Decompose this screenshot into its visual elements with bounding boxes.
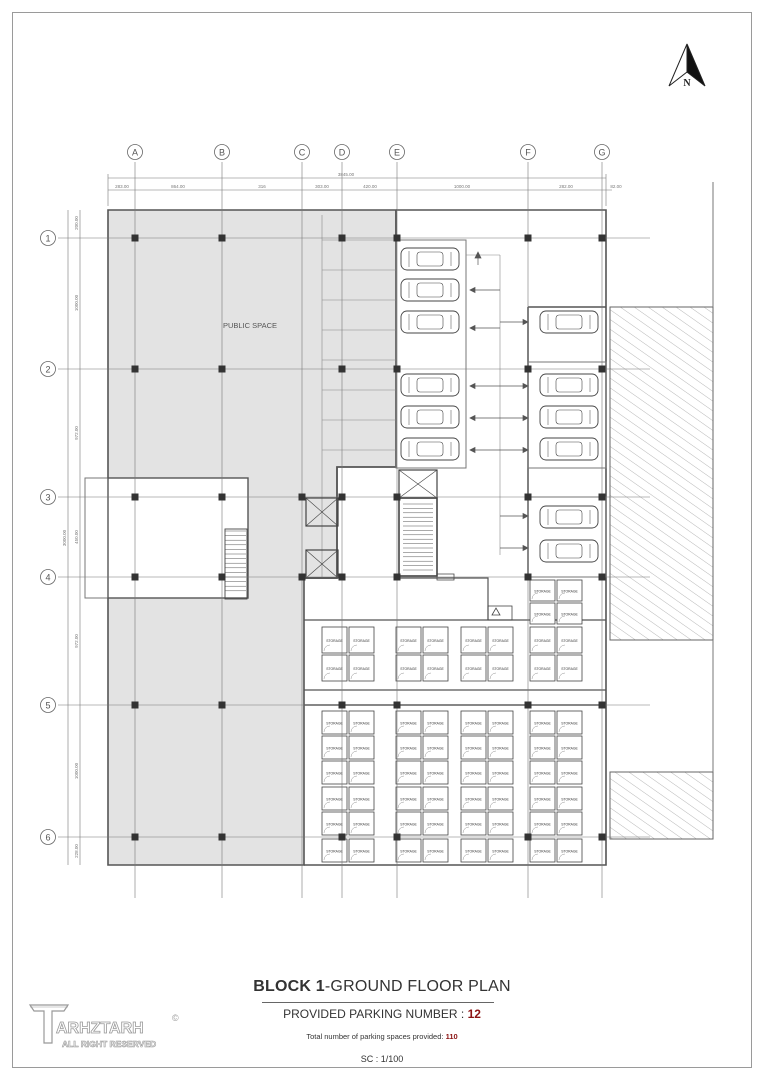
storage-label: STORAGE (400, 667, 417, 671)
storage-label: STORAGE (534, 771, 551, 776)
storage-unit (557, 627, 582, 653)
hatched-exterior (610, 182, 713, 839)
storage-label: STORAGE (534, 667, 551, 671)
grid-row-bubble (41, 830, 56, 845)
storage-unit (396, 627, 421, 653)
column-square (525, 834, 532, 841)
public-space-label: PUBLIC SPACE (222, 321, 278, 330)
storage-unit (461, 839, 486, 862)
column-square (132, 834, 139, 841)
storage-label: STORAGE (465, 849, 482, 854)
storage-label: STORAGE (400, 822, 417, 827)
column-square (339, 574, 346, 581)
column-square (339, 702, 346, 709)
column-square (219, 494, 226, 501)
column-square (219, 366, 226, 373)
column-square (132, 494, 139, 501)
dim-left-overall: 3000.00 (62, 529, 67, 547)
grid-row-label: 4 (45, 572, 51, 583)
dim-top-overall: 3845.00 (337, 172, 355, 177)
storage-unit (322, 812, 347, 835)
dim-top-segment: 282.00 (559, 184, 573, 189)
parking-cars (401, 248, 598, 562)
storage-unit (349, 787, 374, 810)
storage-unit (530, 787, 555, 810)
storage-label: STORAGE (465, 771, 482, 776)
column-square (599, 235, 606, 242)
grid-row-label: 1 (45, 233, 51, 244)
car-icon (540, 311, 598, 333)
storage-unit (488, 761, 513, 784)
storage-unit (530, 812, 555, 835)
storage-unit (396, 655, 421, 681)
storage-label: STORAGE (465, 667, 482, 671)
storage-unit (349, 627, 374, 653)
storage-unit (322, 787, 347, 810)
dim-top-segment: 303.00 (315, 184, 329, 189)
storage-unit (530, 711, 555, 734)
storage-label: STORAGE (353, 822, 370, 827)
column-square (525, 574, 532, 581)
block-name: BLOCK 1 (253, 978, 325, 995)
storage-label: STORAGE (326, 639, 343, 643)
storage-label: STORAGE (492, 639, 509, 643)
storage-label: STORAGE (326, 771, 343, 776)
storage-unit (488, 812, 513, 835)
storage-label: STORAGE (465, 746, 482, 751)
column-square (599, 834, 606, 841)
storage-unit (396, 711, 421, 734)
column-square (394, 574, 401, 581)
grid-column-label: C (298, 147, 306, 158)
storage-label: STORAGE (561, 589, 578, 594)
column-square (299, 574, 306, 581)
storage-label: STORAGE (326, 797, 343, 802)
grid-column-bubble (390, 145, 405, 160)
storage-unit (349, 839, 374, 862)
column-square (599, 574, 606, 581)
storage-unit (396, 839, 421, 862)
grid-row-bubble (41, 698, 56, 713)
parking-value: 12 (467, 1007, 481, 1021)
storage-unit (557, 787, 582, 810)
storage-label: STORAGE (400, 797, 417, 802)
column-square (339, 366, 346, 373)
plan-name: -GROUND FLOOR PLAN (324, 978, 511, 995)
storage-unit (423, 812, 448, 835)
storage-label: STORAGE (326, 746, 343, 751)
title-underline (262, 1002, 494, 1003)
dim-top-segment: 420.00 (363, 184, 377, 189)
column-square (132, 366, 139, 373)
storage-label: STORAGE (561, 721, 578, 726)
storage-label: STORAGE (400, 849, 417, 854)
dim-left-segment: 450.00 (74, 530, 79, 544)
storage-label: STORAGE (465, 721, 482, 726)
column-square (599, 494, 606, 501)
storage-label: STORAGE (465, 822, 482, 827)
storage-unit (461, 787, 486, 810)
storage-label: STORAGE (534, 822, 551, 827)
car-icon (401, 406, 459, 428)
storage-label: STORAGE (427, 849, 444, 854)
storage-label: STORAGE (561, 746, 578, 751)
storage-unit (423, 711, 448, 734)
grid-row-label: 5 (45, 700, 51, 711)
storage-label: STORAGE (492, 849, 509, 854)
storage-unit (396, 761, 421, 784)
storage-unit (488, 839, 513, 862)
storage-unit (557, 603, 582, 624)
grid-column-label: F (525, 147, 531, 158)
storage-label: STORAGE (534, 721, 551, 726)
column-square (339, 834, 346, 841)
storage-unit (557, 711, 582, 734)
grid-row-bubble (41, 231, 56, 246)
storage-label: STORAGE (427, 797, 444, 802)
dim-left-segment: 200.00 (74, 216, 79, 230)
storage-unit (557, 655, 582, 681)
storage-label: STORAGE (353, 849, 370, 854)
storage-unit (488, 787, 513, 810)
storage-unit (423, 787, 448, 810)
column-square (394, 235, 401, 242)
storage-unit (349, 736, 374, 759)
storage-label: STORAGE (427, 746, 444, 751)
column-square (525, 494, 532, 501)
storage-label: STORAGE (561, 822, 578, 827)
storage-unit (322, 655, 347, 681)
grid-column-bubble (128, 145, 143, 160)
north-arrow-icon (669, 44, 705, 89)
storage-label: STORAGE (561, 797, 578, 802)
logo-rights: ALL RIGHT RESERVED (62, 1039, 157, 1049)
column-square (339, 494, 346, 501)
storage-label: STORAGE (353, 797, 370, 802)
column-square (394, 702, 401, 709)
storage-label: STORAGE (353, 721, 370, 726)
storage-label: STORAGE (465, 639, 482, 643)
storage-unit (322, 711, 347, 734)
column-square (599, 702, 606, 709)
storage-label: STORAGE (326, 849, 343, 854)
storage-unit (322, 736, 347, 759)
storage-label: STORAGE (326, 721, 343, 726)
column-square (599, 366, 606, 373)
storage-label: STORAGE (326, 667, 343, 671)
storage-label: STORAGE (561, 849, 578, 854)
storage-label: STORAGE (492, 822, 509, 827)
car-icon (401, 311, 459, 333)
column-square (219, 574, 226, 581)
storage-label: STORAGE (534, 797, 551, 802)
storage-label: STORAGE (561, 667, 578, 671)
logo-mark: © (172, 1013, 179, 1023)
storage-label: STORAGE (534, 639, 551, 643)
storage-unit (461, 812, 486, 835)
grid-row-label: 6 (45, 832, 51, 843)
grid-column-label: D (338, 147, 346, 158)
storage-unit (349, 761, 374, 784)
storage-label: STORAGE (465, 797, 482, 802)
storage-unit (488, 711, 513, 734)
storage-unit (530, 627, 555, 653)
grid-column-bubble (295, 145, 310, 160)
dim-left-segment: 1000.00 (74, 294, 79, 312)
storage-unit (423, 761, 448, 784)
column-square (394, 366, 401, 373)
grid-column-bubble (595, 145, 610, 160)
column-square (219, 834, 226, 841)
dim-top-segment: 283.00 (115, 184, 129, 189)
storage-label: STORAGE (353, 771, 370, 776)
storage-unit (423, 627, 448, 653)
dim-top-segment: 1000.00 (453, 184, 471, 189)
storage-unit (461, 736, 486, 759)
column-square (394, 494, 401, 501)
storage-label: STORAGE (400, 746, 417, 751)
column-square (525, 702, 532, 709)
storage-label: STORAGE (353, 667, 370, 671)
storage-unit (530, 736, 555, 759)
storage-label: STORAGE (427, 721, 444, 726)
column-square (132, 702, 139, 709)
grid-row-bubble (41, 570, 56, 585)
storage-unit (349, 655, 374, 681)
storage-label: STORAGE (400, 721, 417, 726)
storage-unit (461, 627, 486, 653)
column-square (132, 574, 139, 581)
total-value: 110 (445, 1032, 458, 1041)
grid-column-bubble (521, 145, 536, 160)
car-icon (401, 374, 459, 396)
storage-unit (322, 839, 347, 862)
grid-column-label: G (598, 147, 606, 158)
column-square (525, 235, 532, 242)
grid-column-bubble (215, 145, 230, 160)
parking-arrows (470, 252, 528, 551)
total-label: Total number of parking spaces provided: (306, 1032, 446, 1041)
dim-left-segment: 228.00 (74, 844, 79, 858)
storage-label: STORAGE (400, 639, 417, 643)
storage-unit (322, 761, 347, 784)
column-square (339, 235, 346, 242)
storage-label: STORAGE (353, 639, 370, 643)
car-icon (540, 540, 598, 562)
storage-label: STORAGE (492, 771, 509, 776)
storage-label: STORAGE (427, 667, 444, 671)
scale-label: SC : 1/100 (360, 1054, 404, 1064)
dim-left-segment: 972.00 (74, 426, 79, 440)
storage-unit (557, 736, 582, 759)
storage-unit (423, 839, 448, 862)
storage-unit (557, 812, 582, 835)
storage-label: STORAGE (492, 797, 509, 802)
column-square (525, 366, 532, 373)
storage-unit (461, 711, 486, 734)
storage-label: STORAGE (534, 849, 551, 854)
storage-unit (349, 812, 374, 835)
storage-unit (530, 603, 555, 624)
grid-row-bubble (41, 362, 56, 377)
car-icon (540, 438, 598, 460)
car-icon (401, 279, 459, 301)
storage-unit (530, 655, 555, 681)
storage-label: STORAGE (534, 746, 551, 751)
car-icon (540, 374, 598, 396)
storage-label: STORAGE (561, 771, 578, 776)
storage-label: STORAGE (492, 746, 509, 751)
row-grid-labels (41, 231, 56, 845)
storage-label: STORAGE (400, 771, 417, 776)
storage-units (322, 580, 582, 862)
storage-unit (557, 761, 582, 784)
grid-column-bubble (335, 145, 350, 160)
storage-unit (396, 736, 421, 759)
storage-unit (461, 655, 486, 681)
company-logo (28, 1003, 188, 1055)
storage-label: STORAGE (427, 639, 444, 643)
grid-column-label: B (218, 147, 226, 158)
storage-unit (488, 655, 513, 681)
car-icon (401, 248, 459, 270)
grid-row-bubble (41, 490, 56, 505)
column-grid-labels (128, 145, 610, 160)
parking-label: PROVIDED PARKING NUMBER : (283, 1007, 468, 1021)
column-square (394, 834, 401, 841)
storage-unit (530, 580, 555, 601)
storage-label: STORAGE (326, 822, 343, 827)
storage-label: STORAGE (427, 771, 444, 776)
dim-top-segment: 82.00 (610, 184, 622, 189)
column-square (219, 702, 226, 709)
storage-unit (349, 711, 374, 734)
grid-row-label: 2 (45, 364, 51, 375)
dim-top-segment: 316 (258, 184, 266, 189)
storage-label: STORAGE (353, 746, 370, 751)
dim-top-segment: 864.00 (171, 184, 185, 189)
column-square (132, 235, 139, 242)
storage-label: STORAGE (492, 667, 509, 671)
storage-unit (423, 736, 448, 759)
dim-left-segment: 1000.00 (74, 762, 79, 780)
drawing-title (0, 978, 764, 996)
storage-label: STORAGE (534, 589, 551, 594)
grid-column-label: A (131, 147, 139, 158)
grid-row-label: 3 (45, 492, 51, 503)
car-icon (401, 438, 459, 460)
storage-unit (322, 627, 347, 653)
logo-name: ARHZTARH (56, 1020, 144, 1037)
storage-label: STORAGE (561, 612, 578, 617)
storage-unit (557, 839, 582, 862)
storage-unit (423, 655, 448, 681)
storage-unit (461, 761, 486, 784)
car-icon (540, 506, 598, 528)
car-icon (540, 406, 598, 428)
storage-unit (396, 812, 421, 835)
storage-unit (557, 580, 582, 601)
storage-label: STORAGE (427, 822, 444, 827)
storage-unit (488, 627, 513, 653)
storage-label: STORAGE (561, 639, 578, 643)
storage-unit (530, 839, 555, 862)
column-square (299, 494, 306, 501)
storage-unit (488, 736, 513, 759)
storage-unit (530, 761, 555, 784)
storage-label: STORAGE (534, 612, 551, 617)
column-square (219, 235, 226, 242)
north-label: N (683, 78, 691, 89)
grid-column-label: E (393, 147, 401, 158)
storage-label: STORAGE (492, 721, 509, 726)
dim-left-segment: 972.00 (74, 634, 79, 648)
storage-unit (396, 787, 421, 810)
